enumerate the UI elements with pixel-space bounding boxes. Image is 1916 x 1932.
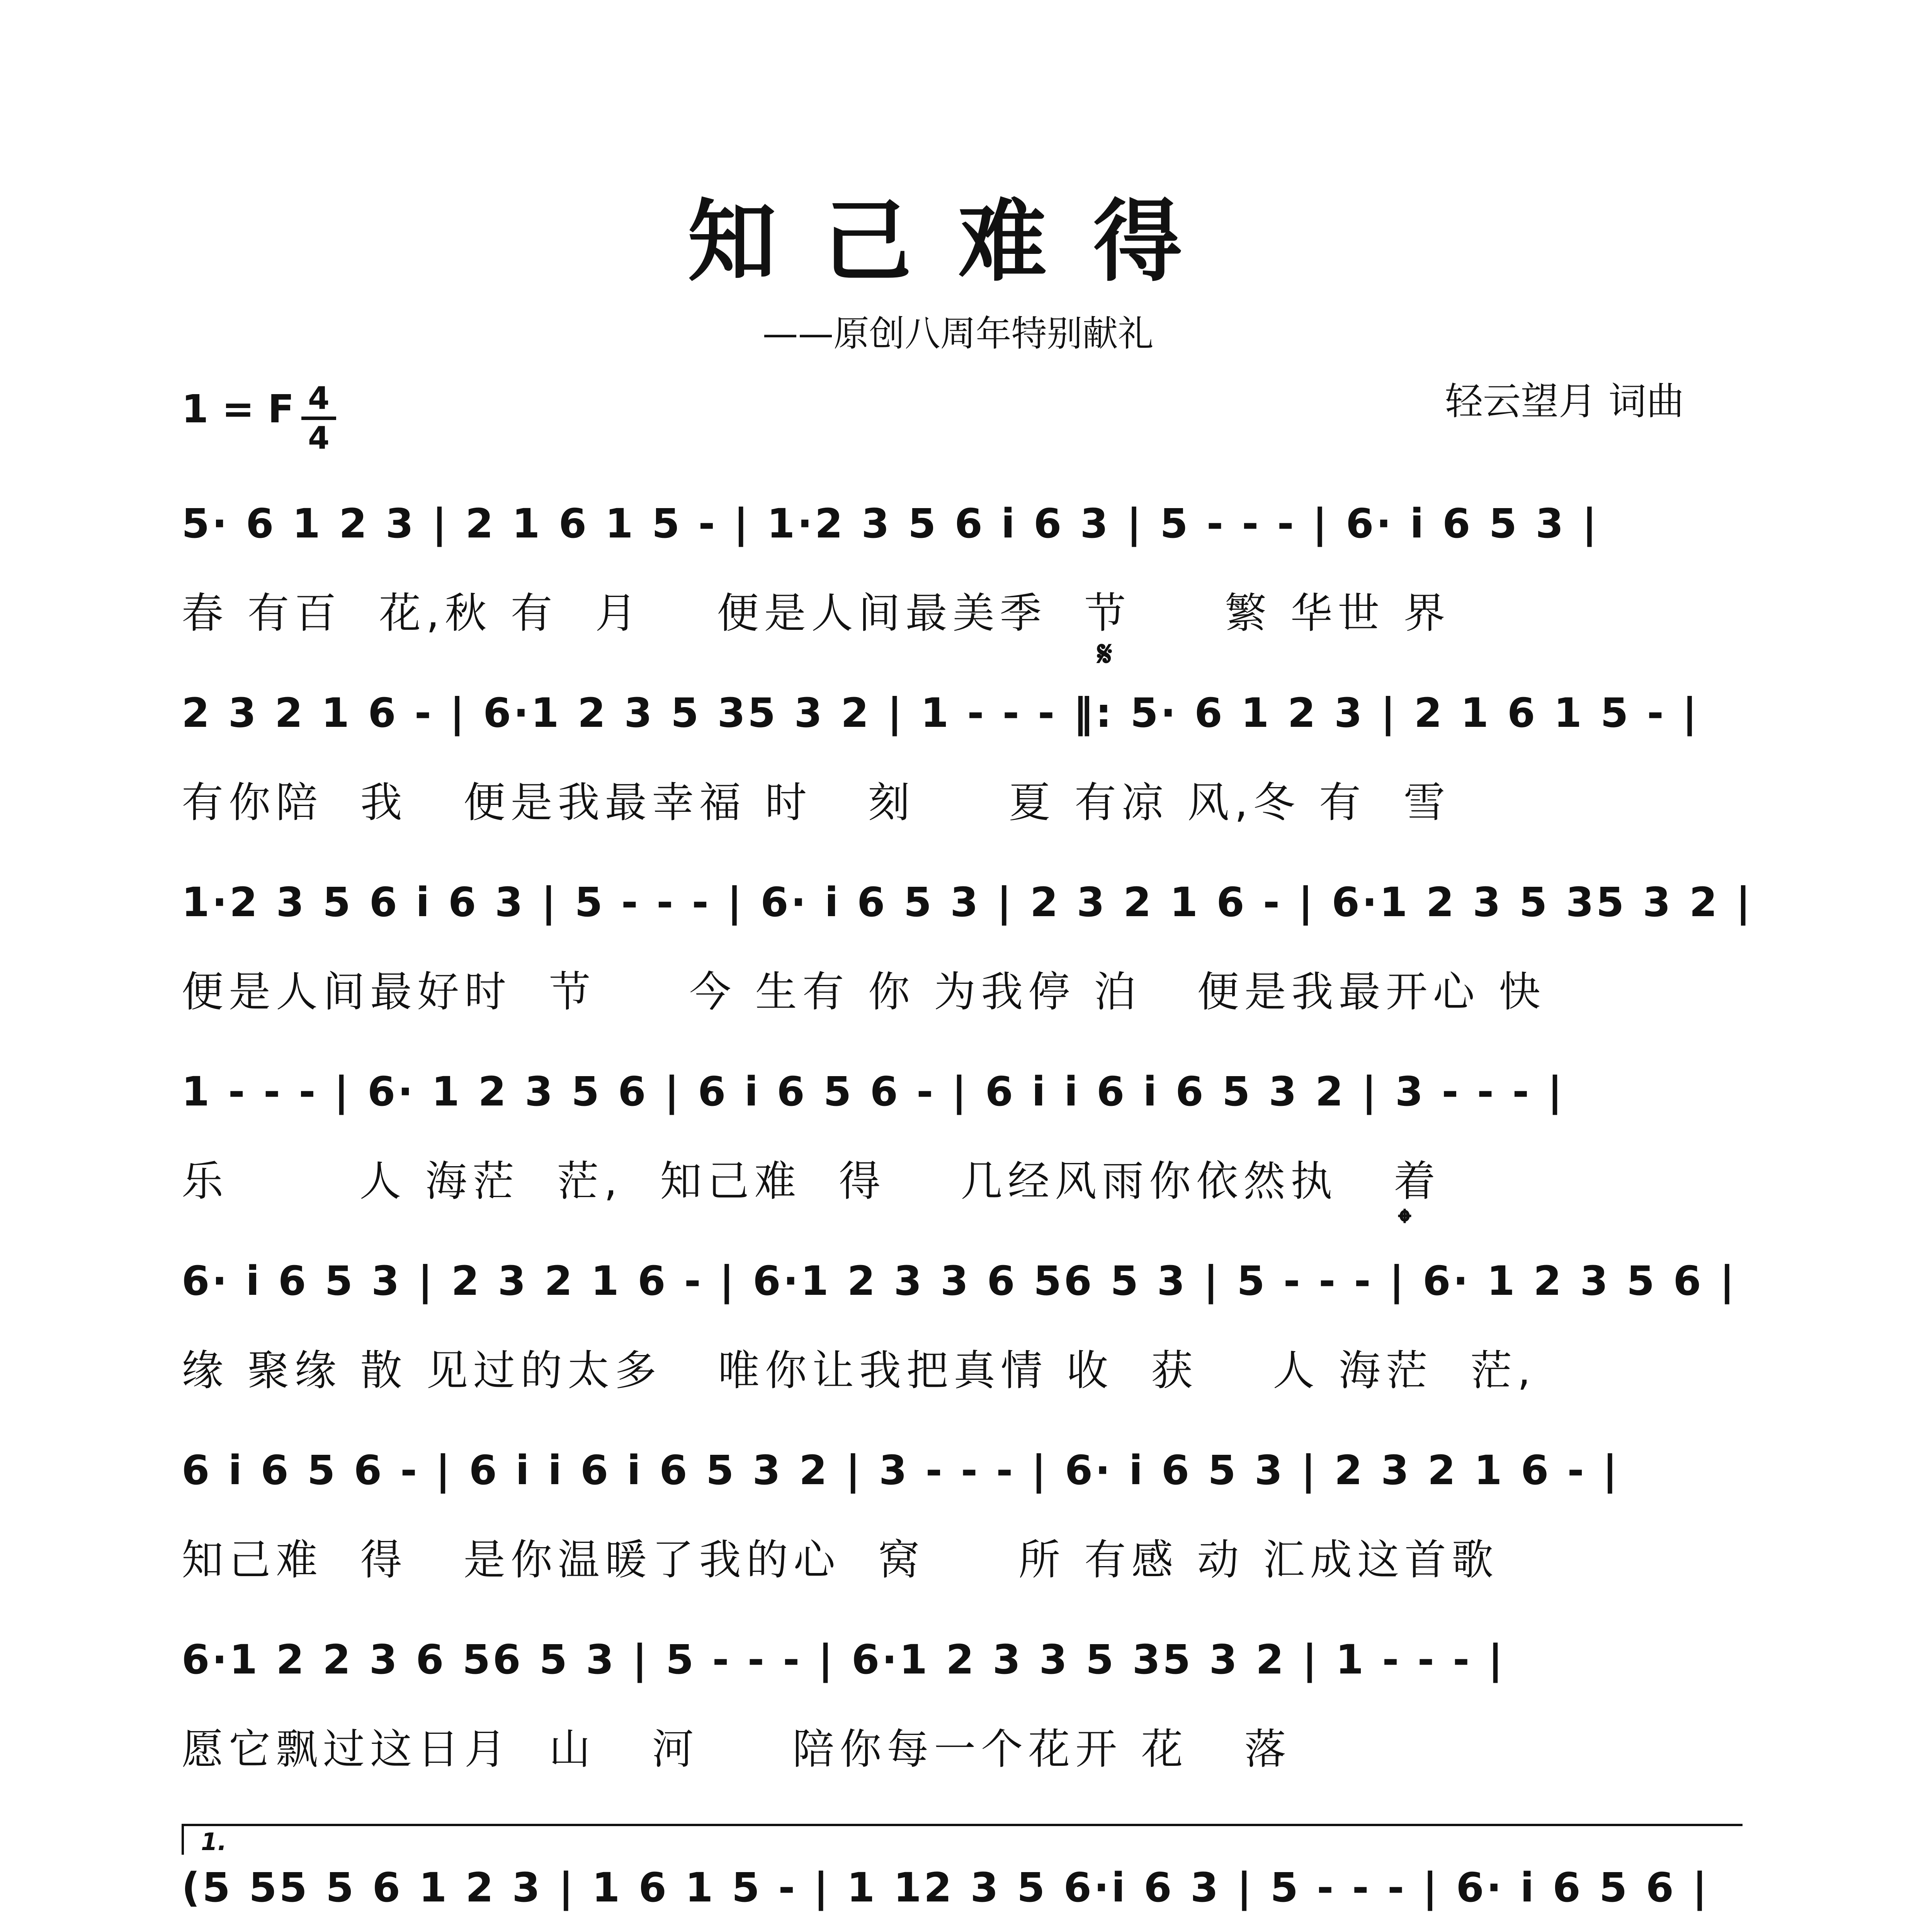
notation-line: 1·2 3 5 6 i 6 3 | 5 - - - | 6· i 6 5 3 | 2 3 2 1 6 - | 6·1 2 3 5 35 3 2 | bbox=[182, 879, 1753, 926]
notation-line: (5 55 5 6 1 2 3 | 1 6 1 5 - | 1 12 3 5 6·i 6 3 | 5 - - - | 6· i 6 5 6 | bbox=[182, 1864, 1710, 1911]
lyrics-line: 知己难 得 是你温暖了我的心 窝 所 有感 动 汇成这首歌 bbox=[182, 1536, 1499, 1584]
ending-bracket bbox=[182, 1824, 1743, 1826]
lyrics-line: 缘 聚缘 散 见过的太多 唯你让我把真情 收 获 人 海茫 茫, bbox=[182, 1347, 1536, 1395]
time-signature-bottom: 4 bbox=[308, 420, 330, 456]
lyrics-line: 愿它飘过这日月 山 河 陪你每一个花开 花 落 bbox=[182, 1725, 1292, 1774]
lyrics-line: 春 有百 花,秋 有 月 便是人间最美季 节 繁 华世 界 bbox=[182, 589, 1451, 638]
subtitle: ——原创八周年特别献礼 bbox=[762, 313, 1154, 354]
lyrics-line: 便是人间最好时 节 今 生有 你 为我停 泊 便是我最开心 快 bbox=[182, 968, 1546, 1016]
lyrics-line: 乐 人 海茫 茫, 知己难 得 几经风雨你依然执 着 bbox=[182, 1157, 1441, 1206]
key-signature: 1 = F bbox=[182, 386, 294, 432]
segno-icon: 𝄋 bbox=[1097, 634, 1112, 674]
notation-line: 2 3 2 1 6 - | 6·1 2 3 5 35 3 2 | 1 - - - ‖: 5· 6 1 2 3 | 2 1 6 1 5 - | bbox=[182, 689, 1700, 736]
lyrics-line: 有你陪 我 便是我最幸福 时 刻 夏 有凉 风,冬 有 雪 bbox=[182, 779, 1451, 827]
ending-bracket-hook bbox=[182, 1824, 184, 1855]
author-credit: 轻云望月 词曲 bbox=[1445, 379, 1685, 423]
notation-line: 1 - - - | 6· 1 2 3 5 6 | 6 i 6 5 6 - | 6 i i 6 i 6 5 3 2 | 3 - - - | bbox=[182, 1068, 1565, 1115]
time-signature bbox=[301, 380, 336, 456]
notation-line: 6·1 2 2 3 6 56 5 3 | 5 - - - | 6·1 2 3 3 5 35 3 2 | 1 - - - | bbox=[182, 1636, 1505, 1683]
coda-icon: 𝄌 bbox=[1399, 1202, 1411, 1242]
time-signature-top: 4 bbox=[308, 380, 330, 416]
notation-line: 5· 6 1 2 3 | 2 1 6 1 5 - | 1·2 3 5 6 i 6 3 | 5 - - - | 6· i 6 5 3 | bbox=[182, 500, 1599, 547]
notation-line: 6· i 6 5 3 | 2 3 2 1 6 - | 6·1 2 3 3 6 56 5 3 | 5 - - - | 6· 1 2 3 5 6 | bbox=[182, 1257, 1737, 1304]
notation-line: 6 i 6 5 6 - | 6 i i 6 i 6 5 3 2 | 3 - - - | 6· i 6 5 3 | 2 3 2 1 6 - | bbox=[182, 1447, 1620, 1494]
page-title: 知己难得 bbox=[687, 189, 1229, 294]
first-ending-label: 1. bbox=[201, 1828, 227, 1856]
